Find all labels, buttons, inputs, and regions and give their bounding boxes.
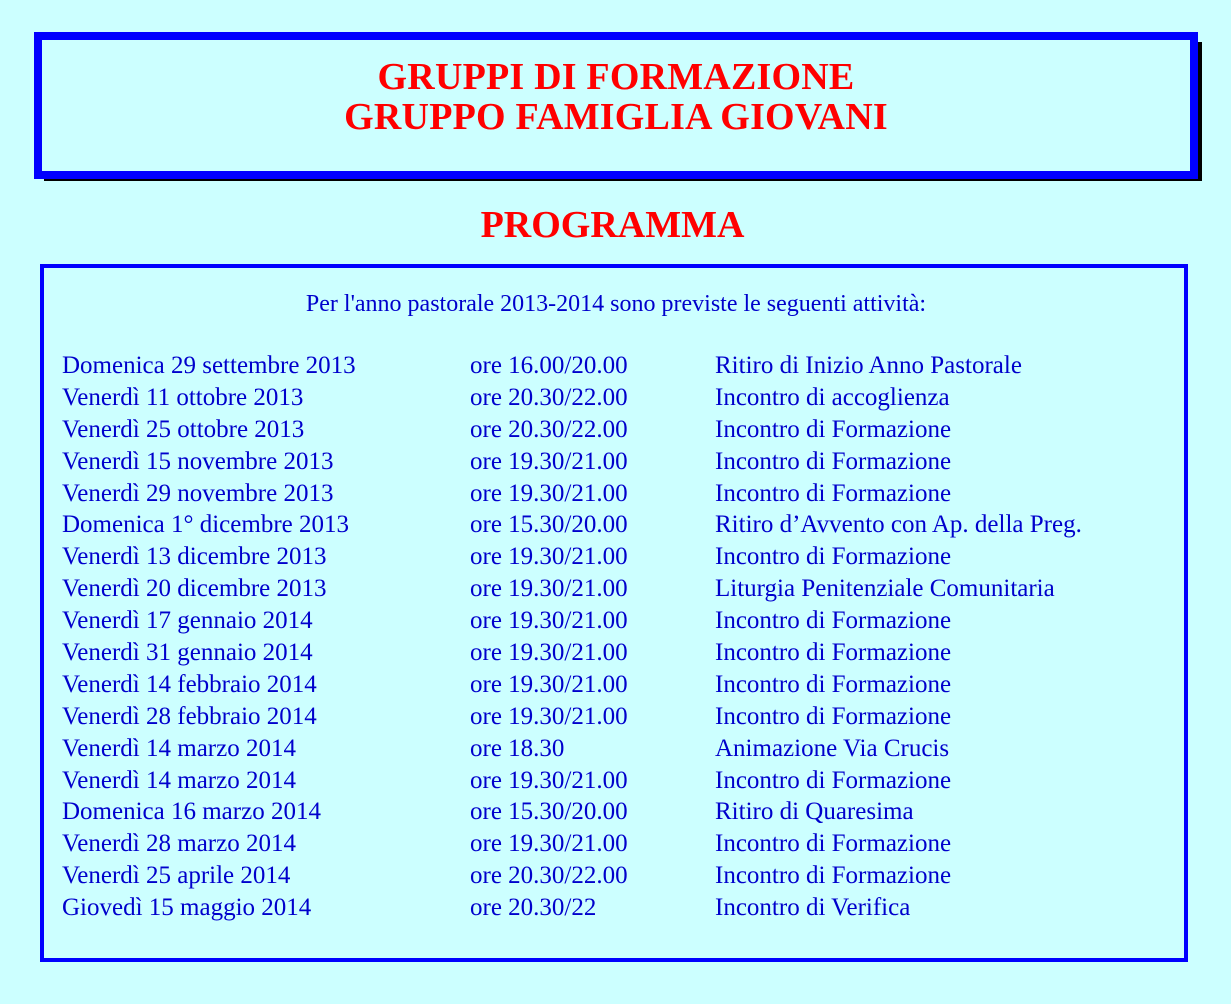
schedule-row — [62, 669, 1182, 701]
schedule-time: ore 19.30/21.00 — [470, 830, 628, 858]
schedule-row — [62, 637, 1182, 669]
schedule-row — [62, 446, 1182, 478]
schedule-row — [62, 541, 1182, 573]
schedule-time: ore 18.30 — [470, 734, 565, 762]
schedule-activity: Ritiro di Quaresima — [715, 798, 914, 826]
schedule-row — [62, 765, 1182, 797]
schedule-activity: Incontro di Formazione — [715, 766, 952, 794]
program-box — [40, 264, 1188, 962]
schedule-row — [62, 478, 1182, 510]
schedule-activity: Incontro di Formazione — [715, 639, 952, 667]
schedule-date: Venerdì 14 marzo 2014 — [62, 734, 296, 762]
schedule-date: Venerdì 13 dicembre 2013 — [62, 543, 327, 571]
schedule-time: ore 19.30/21.00 — [470, 479, 628, 507]
schedule-row — [62, 382, 1182, 414]
schedule-date: Venerdì 28 febbraio 2014 — [62, 702, 317, 730]
schedule-time: ore 19.30/21.00 — [470, 702, 628, 730]
schedule-time: ore 20.30/22.00 — [470, 415, 628, 443]
schedule-date: Venerdì 31 gennaio 2014 — [62, 639, 313, 667]
schedule-date: Venerdì 20 dicembre 2013 — [62, 575, 327, 603]
header-title-line-1: GRUPPI DI FORMAZIONE — [377, 56, 855, 98]
schedule-time: ore 20.30/22 — [470, 894, 597, 922]
schedule-activity: Incontro di Formazione — [715, 543, 952, 571]
schedule-time: ore 15.30/20.00 — [470, 798, 628, 826]
schedule-activity: Incontro di Formazione — [715, 415, 952, 443]
schedule-activity: Incontro di Verifica — [715, 894, 911, 922]
schedule-row — [62, 860, 1182, 892]
schedule-date: Venerdì 14 febbraio 2014 — [62, 670, 317, 698]
schedule-date: Venerdì 28 marzo 2014 — [62, 830, 296, 858]
schedule-date: Domenica 29 settembre 2013 — [62, 352, 356, 379]
schedule-date: Venerdì 15 novembre 2013 — [62, 447, 334, 475]
schedule-row — [62, 796, 1182, 828]
schedule-date: Venerdì 14 marzo 2014 — [62, 766, 296, 794]
schedule-activity: Liturgia Penitenziale Comunitaria — [715, 575, 1055, 603]
schedule-row — [62, 350, 1182, 382]
schedule-activity: Incontro di Formazione — [715, 670, 952, 698]
schedule-activity: Incontro di Formazione — [715, 862, 952, 890]
schedule-time: ore 19.30/21.00 — [470, 447, 628, 475]
schedule-date: Giovedì 15 maggio 2014 — [62, 894, 312, 922]
schedule-activity: Incontro di Formazione — [715, 479, 952, 507]
schedule-row — [62, 573, 1182, 605]
schedule-date: Venerdì 29 novembre 2013 — [62, 479, 334, 507]
header-box — [34, 32, 1198, 179]
schedule-time: ore 20.30/22.00 — [470, 383, 628, 411]
schedule-list — [62, 350, 1182, 924]
schedule-activity: Animazione Via Crucis — [715, 734, 950, 762]
schedule-date: Venerdì 11 ottobre 2013 — [62, 383, 304, 411]
schedule-time: ore 19.30/21.00 — [470, 543, 628, 571]
schedule-date: Venerdì 17 gennaio 2014 — [62, 607, 313, 635]
schedule-date: Domenica 16 marzo 2014 — [62, 798, 321, 826]
schedule-time: ore 20.30/22.00 — [470, 862, 628, 890]
schedule-date: Venerdì 25 ottobre 2013 — [62, 415, 305, 443]
schedule-activity: Incontro di Formazione — [715, 447, 952, 475]
schedule-row — [62, 509, 1182, 541]
schedule-row — [62, 733, 1182, 765]
schedule-activity: Incontro di Formazione — [715, 830, 952, 858]
schedule-row — [62, 892, 1182, 924]
schedule-time: ore 19.30/21.00 — [470, 766, 628, 794]
program-title: PROGRAMMA — [480, 204, 745, 246]
schedule-activity: Ritiro di Inizio Anno Pastorale — [715, 352, 1022, 379]
schedule-time: ore 15.30/20.00 — [470, 511, 628, 539]
schedule-row — [62, 828, 1182, 860]
schedule-row — [62, 605, 1182, 637]
schedule-time: ore 19.30/21.00 — [470, 639, 628, 667]
schedule-date: Domenica 1° dicembre 2013 — [62, 511, 349, 539]
schedule-time: ore 16.00/20.00 — [470, 352, 628, 379]
schedule-activity: Ritiro d’Avvento con Ap. della Preg. — [715, 511, 1082, 539]
intro-text: Per l'anno pastorale 2013-2014 sono previste le seguenti attività: — [305, 291, 927, 317]
schedule-time: ore 19.30/21.00 — [470, 575, 628, 603]
schedule-row — [62, 414, 1182, 446]
schedule-time: ore 19.30/21.00 — [470, 607, 628, 635]
header-title-line-2: GRUPPO FAMIGLIA GIOVANI — [344, 96, 888, 138]
schedule-activity: Incontro di accoglienza — [715, 383, 950, 411]
schedule-row — [62, 701, 1182, 733]
schedule-date: Venerdì 25 aprile 2014 — [62, 862, 291, 890]
schedule-time: ore 19.30/21.00 — [470, 670, 628, 698]
schedule-activity: Incontro di Formazione — [715, 702, 952, 730]
schedule-activity: Incontro di Formazione — [715, 607, 952, 635]
